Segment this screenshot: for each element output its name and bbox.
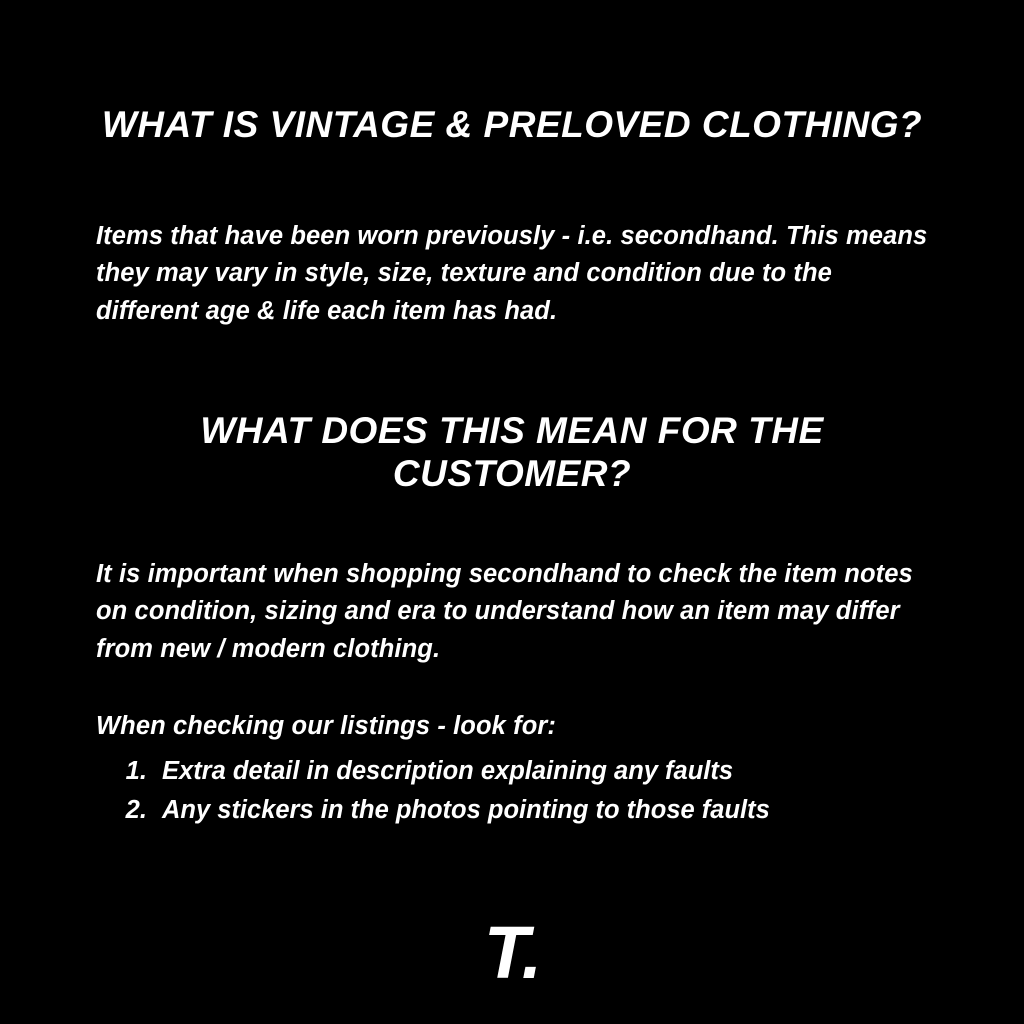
page-title: WHAT IS VINTAGE & PRELOVED CLOTHING? [101,103,923,145]
logo-mark-icon: T. [483,911,541,994]
checklist [96,752,936,830]
definition-paragraph: Items that have been worn previously - i.e. secondhand. This means they may vary in style, size, texture and condition due to the different age & life each item has had. [96,221,928,325]
brand-logo [0,911,1024,994]
section-title: WHAT DOES THIS MEAN FOR THE CUSTOMER? [200,409,824,495]
list-item: 2. Any stickers in the photos pointing to those faults [154,791,936,830]
guidance-paragraph: It is important when shopping secondhand to check the item notes on condition, sizing and era to understand how an item may differ from new / modern clothing. [96,559,913,663]
checklist-lead-in: When checking our listings - look for: [96,711,556,740]
list-item: 1. Extra detail in description explaining any faults [154,752,936,791]
checklist-items [96,752,936,830]
